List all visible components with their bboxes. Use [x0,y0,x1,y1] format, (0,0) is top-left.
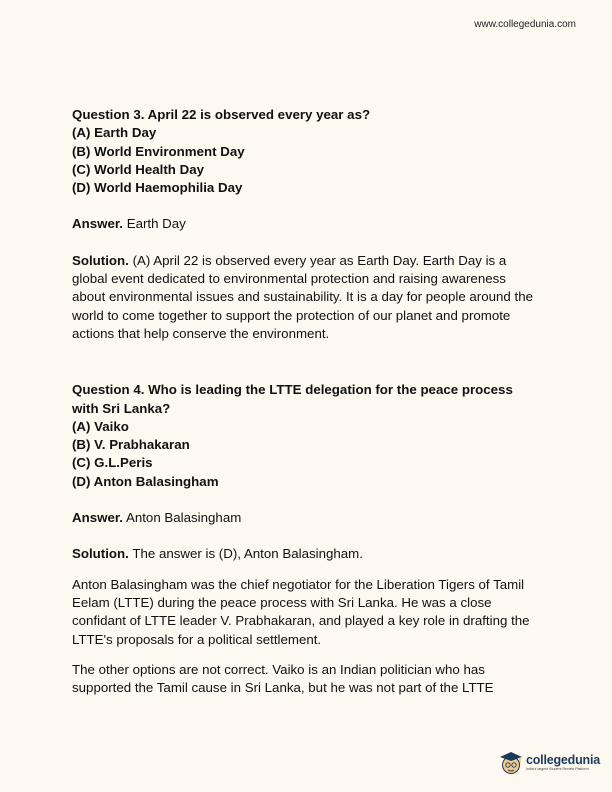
collegedunia-logo[interactable] [498,748,602,778]
solution-text: The answer is (D), Anton Balasingham. [132,546,363,562]
question-4 [72,381,542,491]
solution-label: Solution. [72,546,129,562]
question-3 [72,106,542,197]
question-3-option-a: (A) Earth Day [72,125,157,141]
solution-label: Solution. [72,252,129,268]
question-3-option-c: (C) World Health Day [72,161,204,177]
question-3-option-d: (D) World Haemophilia Day [72,180,243,196]
answer-text: Earth Day [126,216,186,232]
header-url[interactable]: www.collegedunia.com [474,19,576,30]
question-4-title: Question 4. Who is leading the LTTE delegation for the peace process with Sri Lanka? [72,382,513,416]
answer-label: Answer. [72,216,123,232]
logo-name: collegedunia [526,753,601,767]
solution-paragraph: Anton Balasingham was the chief negotiator for the Liberation Tigers of Tamil Eelam (LTTE) during the peace process with Sri Lanka. He was a close confidant of LTTE leader V. Prabhakaran, and played a key role in drafting the LTTE's proposals for a political settlement. [72,576,530,647]
logo-tagline: India's largest Student Review Platform [526,767,589,771]
question-3-title: Question 3. April 22 is observed every year as? [72,107,371,122]
answer-text: Anton Balasingham [125,510,242,526]
solution-text: (A) April 22 is observed every year as Earth Day. Earth Day is a global event dedicated to environmental protection and raising awareness about environmental issues and sustainability. It is a day for people around the world to come together to support the protection of our planet and promote actions that help conserve the environment. [72,252,533,341]
question-3-answer [72,215,542,233]
question-4-option-b: (B) V. Prabhakaran [72,437,190,453]
question-3-solution [72,252,542,343]
question-4-solution [72,545,542,563]
question-3-option-b: (B) World Environment Day [72,143,245,159]
question-4-answer [72,509,542,527]
solution-paragraph: The other options are not correct. Vaiko is an Indian politician who has supported the Tamil cause in Sri Lanka, but he was not part of the LTTE [72,661,494,696]
student-mascot-icon [498,750,524,776]
answer-label: Answer. [72,510,123,526]
question-4-option-c: (C) G.L.Peris [72,455,153,471]
question-4-option-a: (A) Vaiko [72,418,129,434]
question-4-option-d: (D) Anton Balasingham [72,473,219,489]
document-body [72,106,542,697]
